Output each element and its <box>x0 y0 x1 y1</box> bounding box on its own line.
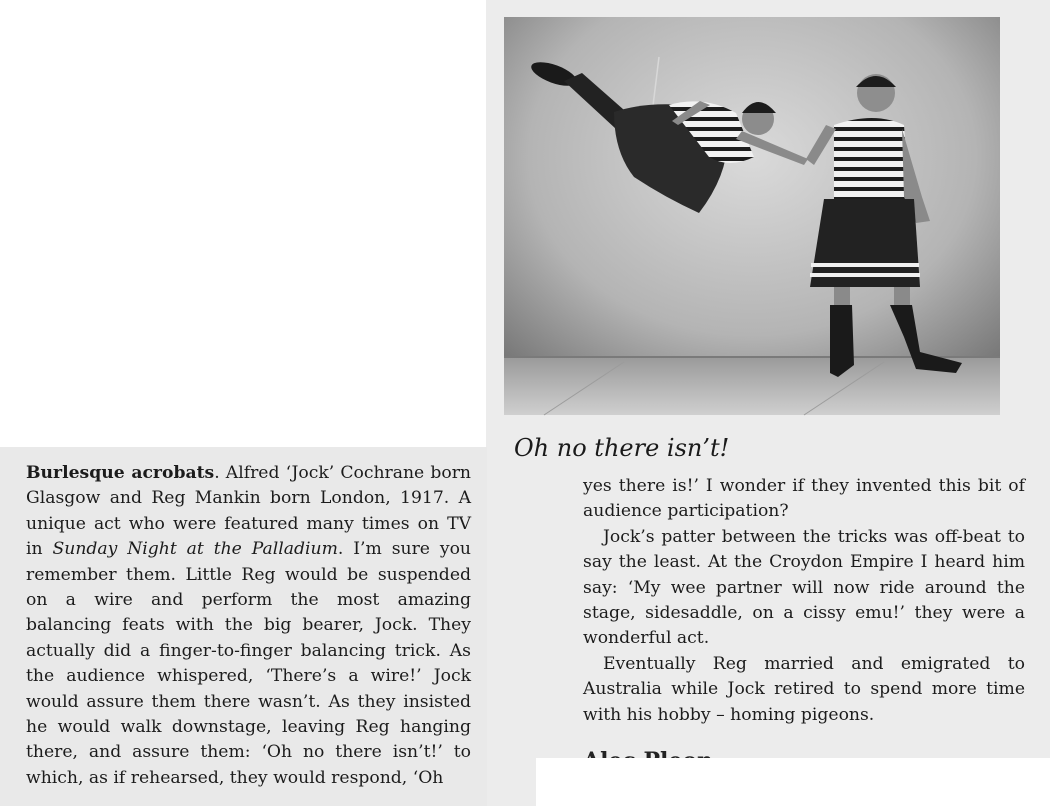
page-crop-edge <box>536 758 1050 806</box>
acrobats-photo <box>504 17 1000 415</box>
article-column-left <box>26 461 471 791</box>
article-column-right <box>583 474 1025 728</box>
left-text-lead: . Alfred ‘Jock’ Cochrane born Glasgow and Reg Mankin born London, 1917. A unique act who were featured many times on TV in <box>26 463 471 560</box>
right-paragraph: Jock’s patter between the tricks was off-beat to say the least. At the Croydon Empire I heard him say: ‘My wee partner will now ride around the stage, sidesaddle, on a cissy emu!’ they were a wonderful act. <box>583 526 1025 649</box>
section-heading: Burlesque acrobats <box>26 463 215 483</box>
photo-caption: Oh no there isn’t! <box>514 434 730 462</box>
right-paragraph: yes there is!’ I wonder if they invented this bit of audience participation? <box>583 476 1025 522</box>
right-paragraph: Eventually Reg married and emigrated to Australia while Jock retired to spend more time with his hobby – homing pigeons. <box>583 653 1025 725</box>
left-text-rest: . I’m sure you remember them. Little Reg would be suspended on a wire and perform the most amazing balancing feats with the big bearer, Jock. They actually did a finger-to-finger balancing trick. As the audience whispered, ‘There’s a wire!’ Jock would assure them there wasn’t. As they insisted he would walk downstage, leaving Reg hanging there, and assure them: ‘Oh no there isn’t!’ to which, as if rehearsed, they would respond, ‘Oh <box>26 539 471 788</box>
show-title: Sunday Night at the Palladium <box>52 539 338 560</box>
